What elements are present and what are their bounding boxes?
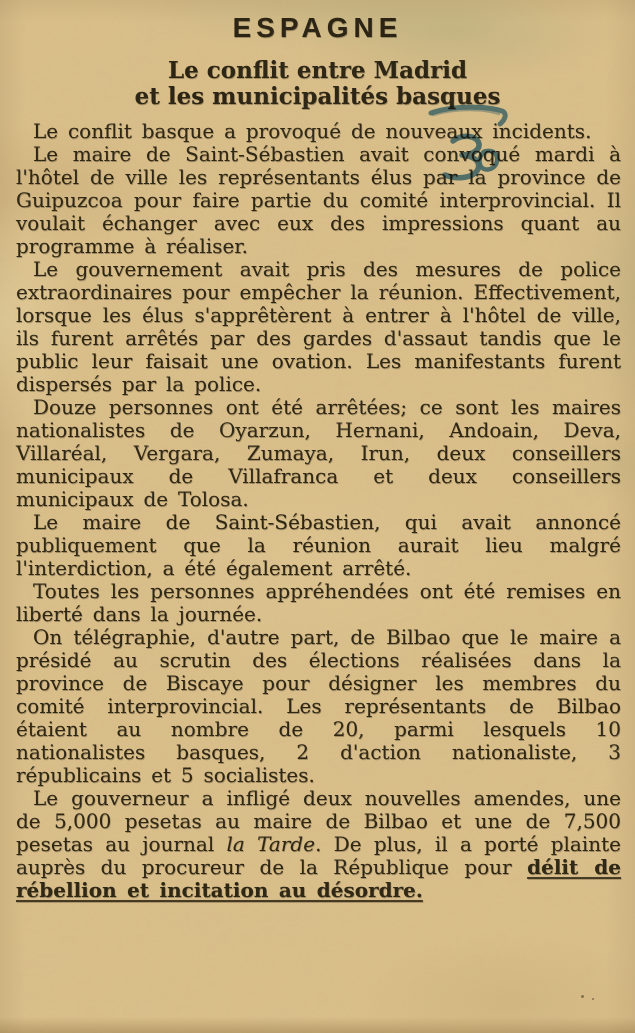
ink-speck (592, 998, 594, 1000)
article-paragraph: Le conflit basque a provoqué de nouveaux incidents. (33, 119, 592, 143)
article-paragraph: Le maire de Saint-Sébastien avait convoqué mardi à l'hôtel de ville les représentants élus par la province de Guipuzcoa pour faire partie du comité interprovincial. Il voulait échanger avec eux des impressions quant au programme à réaliser. (16, 142, 621, 258)
ink-speck (581, 995, 584, 998)
headline-line-1: Le conflit entre Madrid (167, 57, 468, 84)
journal-name-italic: la Tarde (226, 832, 316, 856)
article-paragraph: Le maire de Saint-Sébastien, qui avait annoncé publiquement que la réunion aurait lieu malgré l'interdiction, a été également arrêté. (16, 510, 621, 580)
underlined-phrase: délit de rébellion et incitation au désordre. (16, 855, 621, 902)
section-title: ESPAGNE (232, 12, 403, 43)
article-headline (0, 58, 635, 110)
article-paragraph: On télégraphie, d'autre part, de Bilbao que le maire a présidé au scrutin des élections réalisées dans la province de Biscaye pour désigner les membres du comité interprovincial. Les représentants de Bilbao étaient au nombre de 20, parmi lesquels 10 nationalistes basques, 2 d'action nationaliste, 3 républicains et 5 socialistes. (16, 625, 621, 787)
article-paragraph: Douze personnes ont été arrêtées; ce sont les maires nationalistes de Oyarzun, Hernani, Andoain, Deva, Villaréal, Vergara, Zumaya, Irun, deux conseillers municipaux de Villafranca et deux conseillers municipaux de Tolosa. (16, 395, 621, 511)
article-paragraph-final (16, 787, 621, 902)
headline-line-2: et les municipalités basques (134, 83, 501, 110)
article-paragraph: Toutes les personnes appréhendées ont été remises en liberté dans la journée. (16, 579, 621, 626)
final-paragraph-text: . De plus, il a porté plainte auprès du procureur de la République pour (16, 832, 622, 879)
article-paragraph: Le gouvernement avait pris des mesures de police extraordinaires pour empêcher la réunion. Effectivement, lorsque les élus s'apprêtèrent à entrer à l'hôtel de ville, ils furent arrêtés par des gardes d'assaut tandis que le public leur faisait une ovation. Les manifestants furent dispersés par la police. (16, 257, 621, 396)
final-paragraph-text: Le gouverneur a infligé deux nouvelles amendes, une de 5,000 pesetas au maire de Bilbao et une de 7,500 pesetas au journal (16, 786, 621, 856)
article-body (16, 120, 621, 902)
